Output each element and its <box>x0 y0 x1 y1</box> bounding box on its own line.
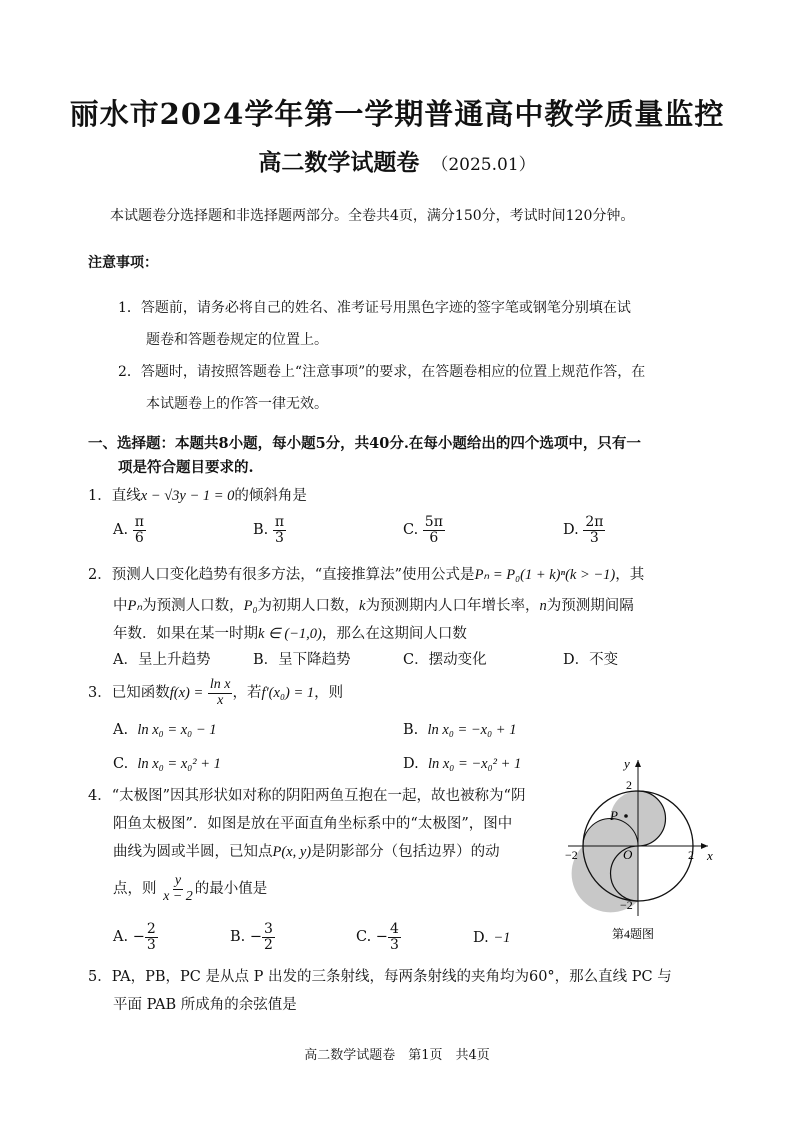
subtitle-text: 高二数学试题卷 <box>258 149 420 176</box>
figure-caption: 第4题图 <box>612 927 655 941</box>
q2-symbol: Pₙ <box>127 598 143 614</box>
q2-option-a <box>113 648 210 669</box>
tick-left: −2 <box>565 848 578 862</box>
q2-condition: k ∈ (−1,0) <box>258 626 322 642</box>
q1-option-a <box>113 515 146 545</box>
q3-option-d <box>403 756 521 773</box>
q3-option-b <box>403 722 516 739</box>
option-text: ln x₀ = −x₀ + 1 <box>427 722 517 738</box>
point-p-label: P <box>610 808 618 823</box>
option-text: 呈上升趋势 <box>137 652 211 668</box>
option-label: C. <box>403 522 419 539</box>
option-label: B. <box>253 522 269 539</box>
q3-frac-num: ln x <box>209 677 231 692</box>
option-num: 4 <box>389 921 399 937</box>
point-p-dot <box>624 814 628 818</box>
question-1-stem <box>88 484 307 505</box>
q4-text: 是阴影部分（包括边界）的动 <box>311 844 500 860</box>
option-label: C． <box>403 652 429 668</box>
q1-suffix: 的倾斜角是 <box>234 488 307 504</box>
option-label: B. <box>230 929 246 946</box>
q2-symbol: n <box>539 598 547 614</box>
origin-label: O <box>623 847 633 862</box>
option-label: D. <box>563 522 579 539</box>
option-text: 摆动变化 <box>428 652 487 668</box>
option-num: π <box>134 514 144 530</box>
y-axis-arrow <box>635 760 641 767</box>
q2-text: 为初期人口数， <box>257 598 360 614</box>
q4-frac-num: y <box>174 873 182 888</box>
page-title: 丽水市2024学年第一学期普通高中教学质量监控 <box>69 97 725 131</box>
option-label: C. <box>113 756 129 772</box>
q2-option-b <box>253 648 351 669</box>
page-footer: 高二数学试题卷 第1页 共4页 <box>304 1048 490 1063</box>
q2-option-d <box>563 648 618 669</box>
q1-prefix: 1．直线 <box>88 488 141 504</box>
q4-point: P(x, y) <box>272 844 312 860</box>
q2-text: ，其 <box>615 567 645 583</box>
option-text: −1 <box>493 930 511 946</box>
notice-item-2-line-1: 2．答题时，请按照答题卷上“注意事项”的要求，在答题卷相应的位置上规范作答，在 <box>118 364 646 380</box>
option-text: ln x₀ = x₀ − 1 <box>137 722 217 738</box>
q4-frac-den: x − 2 <box>163 888 193 904</box>
question-4-line-2: 阳鱼太极图”．如图是放在平面直角坐标系中的“太极图”，图中 <box>113 816 513 832</box>
q4-text: 点，则 <box>113 881 157 898</box>
q2-formula: Pₙ = P₀(1 + k)ⁿ(k > −1) <box>474 567 616 583</box>
q3-text: ，若 <box>232 685 262 702</box>
question-2-line-1 <box>88 563 644 584</box>
tick-top: 2 <box>626 778 632 792</box>
q3-option-c <box>113 756 221 773</box>
option-label: B. <box>403 722 419 738</box>
q2-text: ，那么在这期间人口数 <box>321 626 467 642</box>
option-text: ln x₀ = −x₀² + 1 <box>427 756 522 772</box>
question-4-line-1: 4．“太极图”因其形状如对称的阴阳两鱼互抱在一起，故也被称为“阴 <box>88 788 526 804</box>
q1-option-b <box>253 515 286 545</box>
option-num: 3 <box>264 921 273 937</box>
option-label: A. <box>113 522 129 539</box>
option-label: D． <box>563 652 590 668</box>
question-3-stem <box>88 678 343 708</box>
option-sign: − <box>375 929 388 946</box>
question-4-line-4 <box>113 874 267 904</box>
notice-item-1-line-1: 1．答题前，请务必将自己的姓名、准考证号用黑色字迹的签字笔或钢笔分别填在试 <box>118 300 631 316</box>
section-1-heading-line-2: 项是符合题目要求的. <box>118 459 254 476</box>
option-den: 3 <box>589 529 599 546</box>
question-2-line-2 <box>113 594 634 615</box>
q3-option-a <box>113 722 217 739</box>
notice-item-1-line-2: 题卷和答题卷规定的位置上。 <box>146 332 328 348</box>
option-num: 2π <box>585 514 604 530</box>
question-4-line-3 <box>113 840 500 861</box>
q1-equation: x − √3y − 1 = 0 <box>140 488 235 504</box>
option-den: 2 <box>264 936 273 953</box>
q3-text: 3．已知函数 <box>88 685 170 702</box>
option-den: 6 <box>429 529 439 546</box>
option-text: 不变 <box>589 652 619 668</box>
q2-text: 为预测人口数， <box>142 598 244 614</box>
q1-option-d <box>563 515 605 545</box>
tick-right: 2 <box>688 848 694 862</box>
option-den: 3 <box>275 529 284 546</box>
option-den: 6 <box>134 529 144 546</box>
q3-condition: f′(x₀) = 1 <box>261 685 315 702</box>
q2-text: 为预测期内人口年增长率， <box>365 598 540 614</box>
q2-text: 为预测期间隔 <box>546 598 634 614</box>
q4-text: 曲线为圆或半圆，已知点 <box>113 844 273 860</box>
question-2-line-3 <box>113 622 467 643</box>
q4-text: 的最小值是 <box>194 881 268 898</box>
page-subtitle <box>0 144 794 177</box>
q1-option-c <box>403 515 445 545</box>
option-den: 3 <box>146 936 156 953</box>
tick-bottom: −2 <box>620 898 633 912</box>
x-axis-label: x <box>707 848 713 863</box>
q3-frac-den: x <box>217 692 224 708</box>
option-text: ln x₀ = x₀² + 1 <box>137 756 221 772</box>
option-sign: − <box>249 929 263 946</box>
option-num: 2 <box>146 921 156 937</box>
y-axis-label: y <box>624 756 630 771</box>
taiji-figure <box>560 756 720 946</box>
option-num: 5π <box>424 514 443 530</box>
intro-text: 本试题卷分选择题和非选择题两部分。全卷共4页，满分150分，考试时间120分钟。 <box>110 208 635 224</box>
q3-text: ，则 <box>314 685 344 702</box>
section-1-heading-line-1: 一、选择题：本题共8小题，每小题5分，共40分.在每小题给出的四个选项中，只有一 <box>88 435 641 452</box>
q2-symbol: k <box>359 598 366 614</box>
option-text: 呈下降趋势 <box>278 652 351 668</box>
notice-item-2-line-2: 本试题卷上的作答一律无效。 <box>146 396 328 412</box>
q2-text: 2．预测人口变化趋势有很多方法，“直接推算法”使用公式是 <box>88 567 475 583</box>
q2-text: 年数．如果在某一时期 <box>113 626 258 642</box>
notice-heading: 注意事项： <box>88 255 158 271</box>
q4-option-d <box>473 930 510 947</box>
option-label: A. <box>113 929 129 946</box>
option-label: A． <box>113 652 138 668</box>
q4-option-b <box>230 922 275 952</box>
exam-date: （2025.01） <box>431 155 536 175</box>
q4-option-c <box>356 922 401 952</box>
q2-text: 中 <box>113 598 128 614</box>
option-num: π <box>274 514 285 530</box>
option-sign: − <box>132 929 145 946</box>
option-label: D. <box>473 930 489 946</box>
q4-option-a <box>113 922 158 952</box>
option-label: C. <box>356 929 372 946</box>
q2-option-c <box>403 648 487 669</box>
option-label: B． <box>253 652 279 668</box>
option-den: 3 <box>389 936 399 953</box>
question-5-line-2: 平面 PAB 所成角的余弦值是 <box>113 997 297 1013</box>
question-5-line-1: 5．PA，PB，PC 是从点 P 出发的三条射线，每两条射线的夹角均为60°，那么直线 PC 与 <box>88 969 672 985</box>
option-label: A. <box>113 722 129 738</box>
q3-function: f(x) = <box>169 685 204 702</box>
option-label: D. <box>403 756 419 772</box>
q2-symbol: P₀ <box>243 598 258 614</box>
